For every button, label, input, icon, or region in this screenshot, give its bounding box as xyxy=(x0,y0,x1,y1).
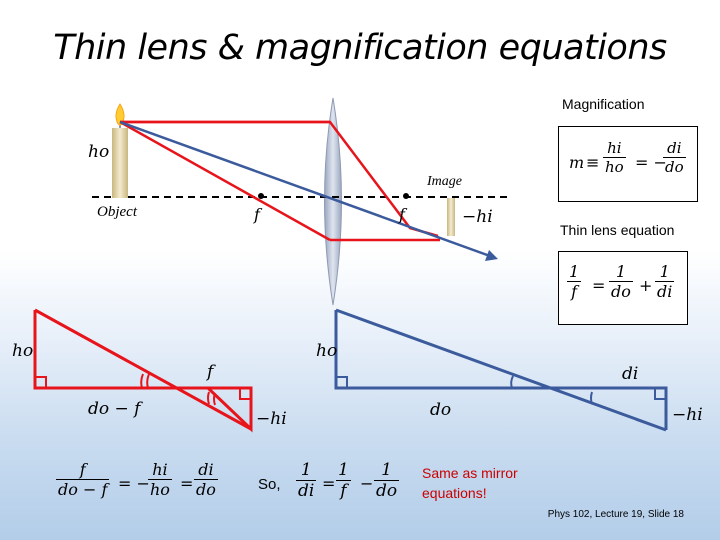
so-eq: = xyxy=(322,474,336,493)
focal-point-right xyxy=(403,193,409,199)
image-candle xyxy=(447,198,455,236)
slide-title: Thin lens & magnification equations xyxy=(53,28,667,68)
lens-frac-1: $\frac{1}{f}$ xyxy=(569,262,580,301)
red-eq-frac-3: $\frac{di}{do}$ xyxy=(196,460,216,499)
red-eq-frac-1: $\frac{f}{do - f}$ xyxy=(58,460,108,499)
red-tri-do-minus-f-label: do − f xyxy=(88,399,141,419)
thin-lens-heading: Thin lens equation xyxy=(560,222,675,238)
blue-tri-do-label: do xyxy=(430,400,452,420)
mag-lhs: m xyxy=(569,153,585,172)
red-tri-f-label: f xyxy=(207,362,214,382)
so-minus: − xyxy=(360,474,374,493)
so-frac-1: $\frac{1}{di}$ xyxy=(298,460,315,501)
mirror-note: Same as mirror equations! xyxy=(422,465,518,501)
red-tri-ho-label: ho xyxy=(12,341,34,361)
focal-label-left: f xyxy=(254,205,260,224)
lens-frac-2: $\frac{1}{do}$ xyxy=(611,262,631,301)
mag-frac-1: $\frac{hi}{ho}$ xyxy=(605,139,624,176)
lens-frac-3: $\frac{1}{di}$ xyxy=(657,262,673,301)
lens-eq: = xyxy=(592,276,606,295)
object-candle xyxy=(112,128,128,198)
blue-tri-neg-hi-label: −hi xyxy=(672,405,703,425)
mag-frac-2: $\frac{di}{do}$ xyxy=(665,139,684,176)
object-height-label: ho xyxy=(88,142,110,162)
slide-footer: Phys 102, Lecture 19, Slide 18 xyxy=(547,509,684,520)
focal-label-right: f xyxy=(399,205,405,224)
image-height-label: −hi xyxy=(462,207,493,227)
magnification-equation-box xyxy=(558,126,698,202)
so-frac-2: $\frac{1}{f}$ xyxy=(338,460,349,501)
red-eq-op-1: = − xyxy=(118,474,150,493)
red-eq-frac-2: $\frac{hi}{ho}$ xyxy=(150,460,170,499)
red-ray-through-lens xyxy=(120,122,330,240)
so-frac-3: $\frac{1}{do}$ xyxy=(376,460,398,501)
object-label: Object xyxy=(97,204,137,220)
mag-rel: ≡ xyxy=(586,153,600,172)
magnification-heading: Magnification xyxy=(562,96,645,112)
image-label: Image xyxy=(427,174,462,189)
so-label: So, xyxy=(258,476,281,493)
red-eq-op-2: = xyxy=(180,474,194,493)
thin-lens-equation-box xyxy=(558,251,688,325)
focal-point-left xyxy=(258,193,264,199)
mag-eq: = − xyxy=(635,153,667,172)
lens-plus: + xyxy=(639,276,653,295)
blue-tri-ho-label: ho xyxy=(316,341,338,361)
red-tri-neg-hi-label: −hi xyxy=(256,409,287,429)
blue-tri-di-label: di xyxy=(622,364,639,384)
